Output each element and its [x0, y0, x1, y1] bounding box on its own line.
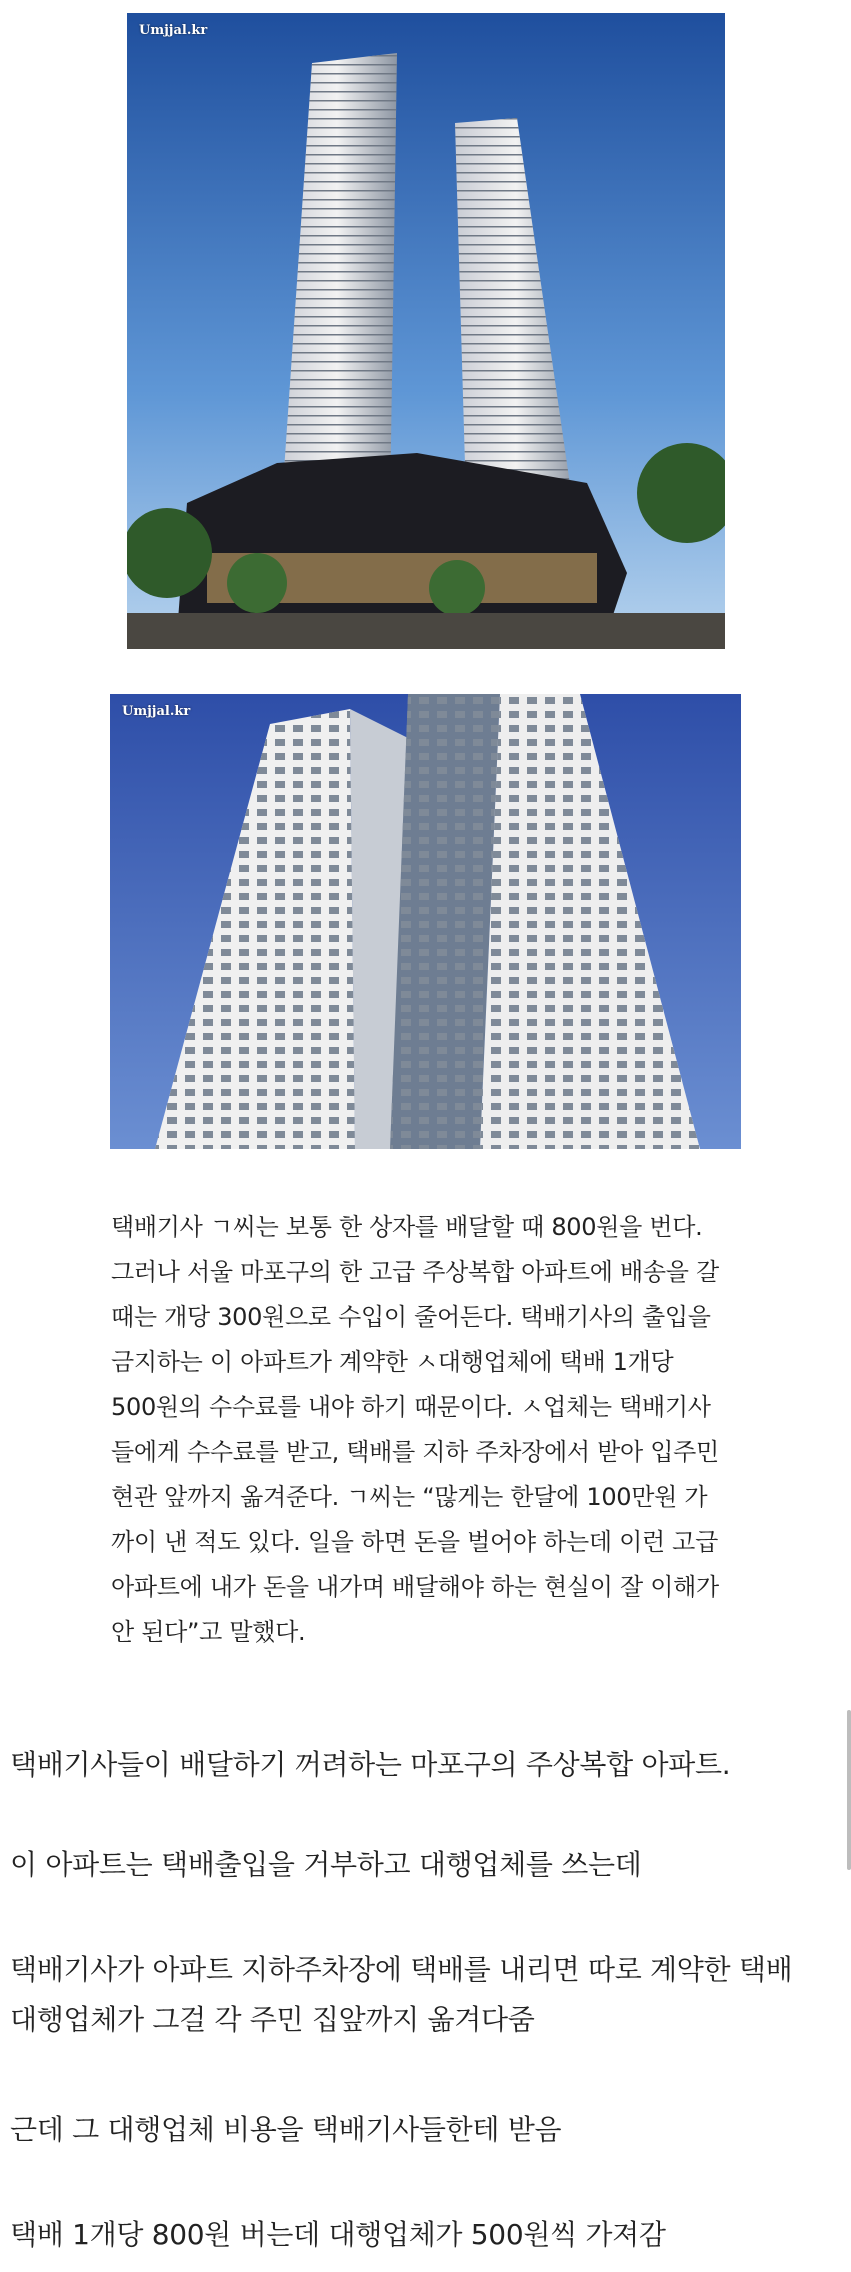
excerpt-line: 때는 개당 300원으로 수입이 줄어든다. 택배기사의 출입을 [111, 1303, 711, 1331]
comment-line: 택배기사가 아파트 지하주차장에 택배를 내리면 따로 계약한 택배 [10, 1953, 793, 1986]
comment-line: 택배 1개당 800원 버는데 대행업체가 500원씩 가져감 [10, 2218, 666, 2251]
apartment-towers-photo [127, 13, 725, 649]
excerpt-line: 안 된다”고 말했다. [111, 1618, 306, 1646]
news-excerpt [111, 1205, 751, 1655]
comment-line: 이 아파트는 택배출입을 거부하고 대행업체를 쓰는데 [10, 1848, 642, 1881]
excerpt-line: 500원의 수수료를 내야 하기 때문이다. ㅅ업체는 택배기사 [111, 1393, 711, 1421]
excerpt-line: 현관 앞까지 옮겨준다. ㄱ씨는 “많게는 한달에 100만원 가 [111, 1483, 708, 1511]
excerpt-line: 금지하는 이 아파트가 계약한 ㅅ대행업체에 택배 1개당 [111, 1348, 674, 1376]
comment-line: 택배기사들이 배달하기 꺼려하는 마포구의 주상복합 아파트. [10, 1748, 731, 1781]
excerpt-line: 들에게 수수료를 받고, 택배를 지하 주차장에서 받아 입주민 [111, 1438, 719, 1466]
excerpt-line: 택배기사 ㄱ씨는 보통 한 상자를 배달할 때 800원을 번다. [111, 1213, 703, 1241]
apartment-towers-closeup-photo [110, 694, 741, 1149]
watermark-text: Umjjal.kr [139, 23, 208, 38]
excerpt-line: 아파트에 내가 돈을 내가며 배달해야 하는 현실이 잘 이해가 [111, 1573, 719, 1601]
excerpt-line: 그러나 서울 마포구의 한 고급 주상복합 아파트에 배송을 갈 [111, 1258, 719, 1286]
scrollbar[interactable] [847, 1710, 851, 1870]
comment-line: 대행업체가 그걸 각 주민 집앞까지 옮겨다줌 [10, 2003, 535, 2036]
watermark-text: Umjjal.kr [122, 704, 191, 719]
excerpt-line: 까이 낸 적도 있다. 일을 하면 돈을 벌어야 하는데 이런 고급 [111, 1528, 718, 1556]
comment-line: 근데 그 대행업체 비용을 택배기사들한테 받음 [10, 2113, 562, 2146]
